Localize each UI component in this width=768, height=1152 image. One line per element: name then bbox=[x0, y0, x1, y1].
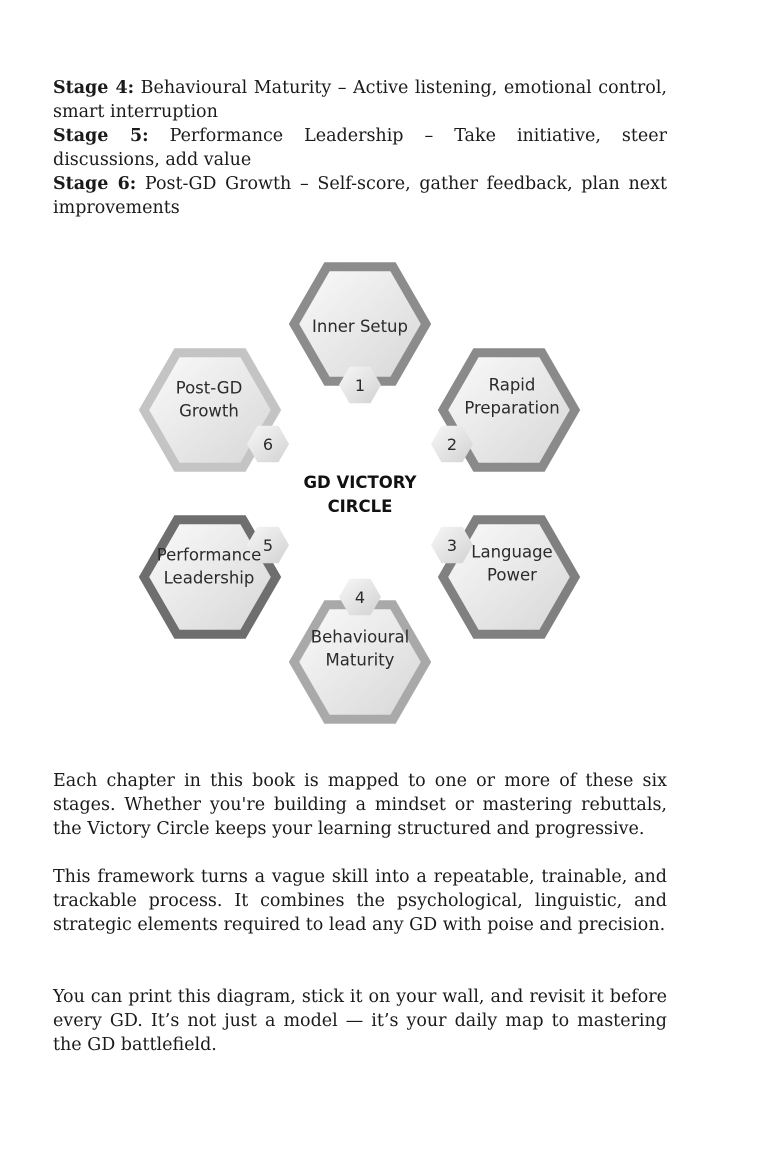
stage-6-label-line-2: Growth bbox=[179, 401, 239, 421]
stage-1-number: 1 bbox=[354, 376, 366, 395]
stage-label: Stage 5: bbox=[53, 126, 149, 146]
paragraph-chapter-mapping: Each chapter in this book is mapped to one or more of these six stages. Whether you're building a mindset or mastering rebuttals, the Victory Circle keeps your learning structured and progressive. bbox=[53, 771, 667, 839]
stage-text: Behavioural Maturity – Active listening, emotional control, smart interruption bbox=[53, 78, 667, 122]
stage-2-label-line-2: Preparation bbox=[464, 398, 560, 418]
stage-6-number: 6 bbox=[262, 435, 274, 454]
stage-label: Stage 6: bbox=[53, 174, 137, 194]
stage-2-label-line-1: Rapid bbox=[488, 375, 536, 395]
stage-5-number: 5 bbox=[262, 536, 274, 555]
center-title-line-1: GD VICTORY bbox=[303, 473, 417, 492]
stage-4-label-line-2: Maturity bbox=[325, 650, 395, 670]
stage-5-label-line-2: Leadership bbox=[163, 568, 255, 588]
stage-1-label-line-1: Inner Setup bbox=[312, 317, 408, 336]
stage-6-label-line-1: Post-GD bbox=[175, 378, 243, 398]
stage-label: Stage 4: bbox=[53, 78, 135, 98]
center-title-line-2: CIRCLE bbox=[327, 497, 393, 516]
stage-text: Post-GD Growth – Self-score, gather feedback, plan next improvements bbox=[53, 174, 667, 218]
stage-3-label-line-1: Language bbox=[471, 542, 553, 562]
stage-4-label-line-1: Behavioural bbox=[310, 627, 410, 647]
paragraph-framework: This framework turns a vague skill into a repeatable, trainable, and trackable process. It combines the psychological, linguistic, and strategic elements required to lead any GD with poise and precision. bbox=[53, 867, 667, 935]
stage-text: Performance Leadership – Take initiative, steer discussions, add value bbox=[53, 126, 667, 170]
stage-3-number: 3 bbox=[446, 536, 458, 555]
stage-2-number: 2 bbox=[446, 435, 458, 454]
stage-3-label-line-2: Power bbox=[487, 565, 537, 585]
stage-4-number: 4 bbox=[354, 588, 366, 607]
stage-5-label-line-1: Performance bbox=[156, 545, 262, 565]
paragraph-print-diagram: You can print this diagram, stick it on your wall, and revisit it before every GD. It’s not just a model — it’s your daily map to mastering the GD battlefield. bbox=[53, 987, 667, 1055]
